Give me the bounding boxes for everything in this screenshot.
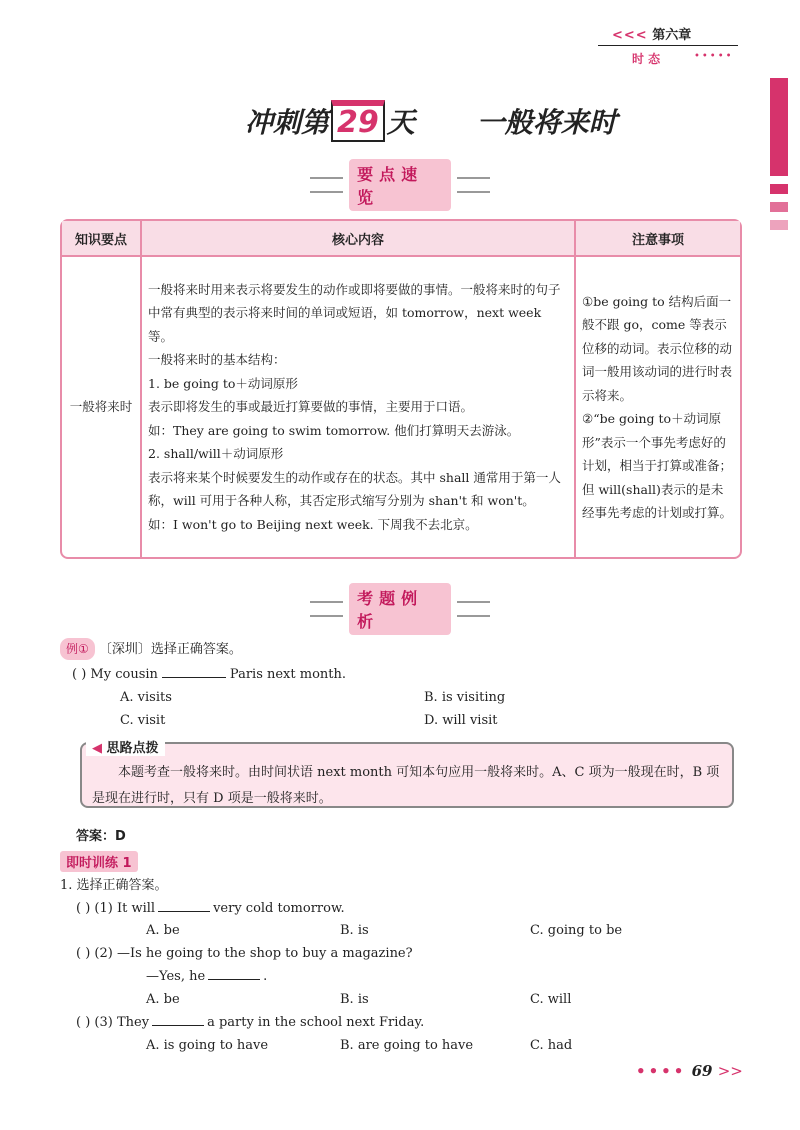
table-header: 知识要点: [62, 221, 140, 257]
option: D. will visit: [424, 713, 498, 728]
hint-title-text: 思路点拨: [106, 741, 159, 756]
question-text: (2) —Is he going to the shop to buy a magazine?: [94, 946, 413, 961]
option: C. going to be: [530, 923, 623, 938]
option: A. visits: [120, 690, 172, 705]
banner-lines-icon: [457, 177, 490, 193]
option: A. be: [146, 992, 180, 1007]
page-title: [245, 100, 617, 142]
next-arrows-icon: >>: [717, 1062, 743, 1080]
option: A. be: [146, 923, 180, 938]
answer-blank: [208, 967, 260, 980]
option: C. visit: [120, 713, 166, 728]
notes-cell: [574, 257, 740, 557]
note-line: ②“be going to＋动词原形”表示一个事先考虑好的计划，相当于打算或准备；但 will(shall)表示的是未经事先考虑的计划或打算。: [582, 411, 733, 520]
answer-paren: ( ): [76, 946, 91, 961]
title-prefix: 冲刺第: [245, 106, 330, 139]
question-text: —Yes, he: [146, 969, 206, 984]
hint-title: [86, 737, 165, 756]
drill-question: [76, 943, 413, 965]
drill-instruction: 1. 选择正确答案。: [60, 878, 168, 893]
answer-paren: ( ): [76, 901, 91, 916]
answer-text: 答案：D: [76, 829, 126, 844]
core-line: 一般将来时用来表示将要发生的动作或即将要做的事情。一般将来时的句子中常有典型的表示将来时间的单词或短语，如 tomorrow，next week 等。: [148, 281, 561, 344]
drill-question: [76, 898, 345, 920]
speaker-icon: ◀: [92, 741, 102, 756]
title-day-suffix: 天: [386, 106, 415, 139]
question-text: a party in the school next Friday.: [207, 1015, 425, 1030]
example-heading: [60, 638, 242, 661]
example-stem: [72, 664, 346, 686]
chapter-subtitle: 时 态: [632, 52, 661, 66]
hint-body: 本题考查一般将来时。由时间状语 next month 可知本句应用一般将来时。A、C 项为一般现在时，B 项是现在进行时，只有 D 项是一般将来时。: [92, 765, 720, 806]
option: A. is going to have: [146, 1038, 269, 1053]
section-banner-examples: [310, 589, 490, 631]
note-line: ①be going to 结构后面一般不跟 go，come 等表示位移的动词。表示位移的动词一般用该动词的进行时表示将来。: [582, 293, 733, 403]
side-marker-bar: [770, 78, 788, 176]
question-line2: [146, 966, 267, 988]
option: B. is visiting: [424, 690, 506, 705]
answer-paren: ( ): [72, 667, 87, 682]
day-number: 29: [337, 105, 379, 140]
option: C. had: [530, 1038, 573, 1053]
option: B. is: [340, 923, 369, 938]
side-marker-block: [770, 220, 788, 230]
drill-question: [76, 1012, 424, 1034]
example-tag: 例①: [60, 638, 95, 660]
core-content-cell: [140, 257, 574, 557]
answer-blank: [152, 1013, 204, 1026]
banner-lines-icon: [457, 601, 490, 617]
header-dots: •••••: [694, 51, 734, 62]
header-divider: [598, 45, 738, 46]
chapter-label: 第六章: [652, 28, 692, 43]
option: C. will: [530, 992, 572, 1007]
answer-blank: [162, 665, 226, 678]
table-row: [62, 257, 740, 557]
core-line: 一般将来时的基本结构：: [148, 352, 286, 368]
page-number: [636, 1062, 743, 1080]
example-source: 〔深圳〕选择正确答案。: [98, 642, 242, 657]
banner-label: 要点速览: [349, 159, 451, 211]
question-text: .: [263, 969, 268, 984]
table-header: 注意事项: [574, 221, 740, 257]
banner-label: 考题例析: [349, 583, 451, 635]
option: B. is: [340, 992, 369, 1007]
core-line: 如：I won't go to Beijing next week. 下周我不去北京。: [148, 516, 478, 532]
row-label: 一般将来时: [69, 399, 133, 415]
stem-before: My cousin: [90, 667, 158, 682]
stem-after: Paris next month.: [229, 667, 347, 682]
table-header: 核心内容: [140, 221, 574, 257]
core-line: 2. shall/will＋动词原形: [148, 446, 284, 462]
side-marker-block: [770, 202, 788, 212]
page-number-value: 69: [691, 1062, 713, 1080]
question-text: (3) They: [94, 1015, 150, 1030]
answer-paren: ( ): [76, 1015, 91, 1030]
side-marker-block: [770, 184, 788, 194]
core-line: 表示即将发生的事或最近打算要做的事情，主要用于口语。: [148, 399, 474, 415]
question-text: (1) It will: [94, 901, 156, 916]
chapter-arrows: <<<: [612, 28, 648, 43]
day-calendar-icon: [331, 100, 385, 142]
core-line: 1. be going to＋动词原形: [148, 375, 298, 391]
question-text: very cold tomorrow.: [213, 901, 345, 916]
section-banner-overview: [310, 165, 490, 207]
core-line: 表示将来某个时候要发生的动作或存在的状态。其中 shall 通常用于第一人称，will 可用于各种人称，其否定形式缩写分别为 shan't 和 won't。: [148, 469, 561, 509]
answer-blank: [158, 899, 210, 912]
table-header-row: [62, 221, 740, 257]
page-dots: ••••: [636, 1062, 687, 1080]
knowledge-table: [60, 219, 742, 559]
core-line: 如：They are going to swim tomorrow. 他们打算明天去游泳。: [148, 422, 520, 438]
option: B. are going to have: [340, 1038, 474, 1053]
banner-lines-icon: [310, 177, 343, 193]
title-topic: 一般将来时: [476, 106, 617, 139]
drill-tag: 即时训练 1: [60, 851, 138, 872]
banner-lines-icon: [310, 601, 343, 617]
chapter-header: [612, 24, 691, 43]
